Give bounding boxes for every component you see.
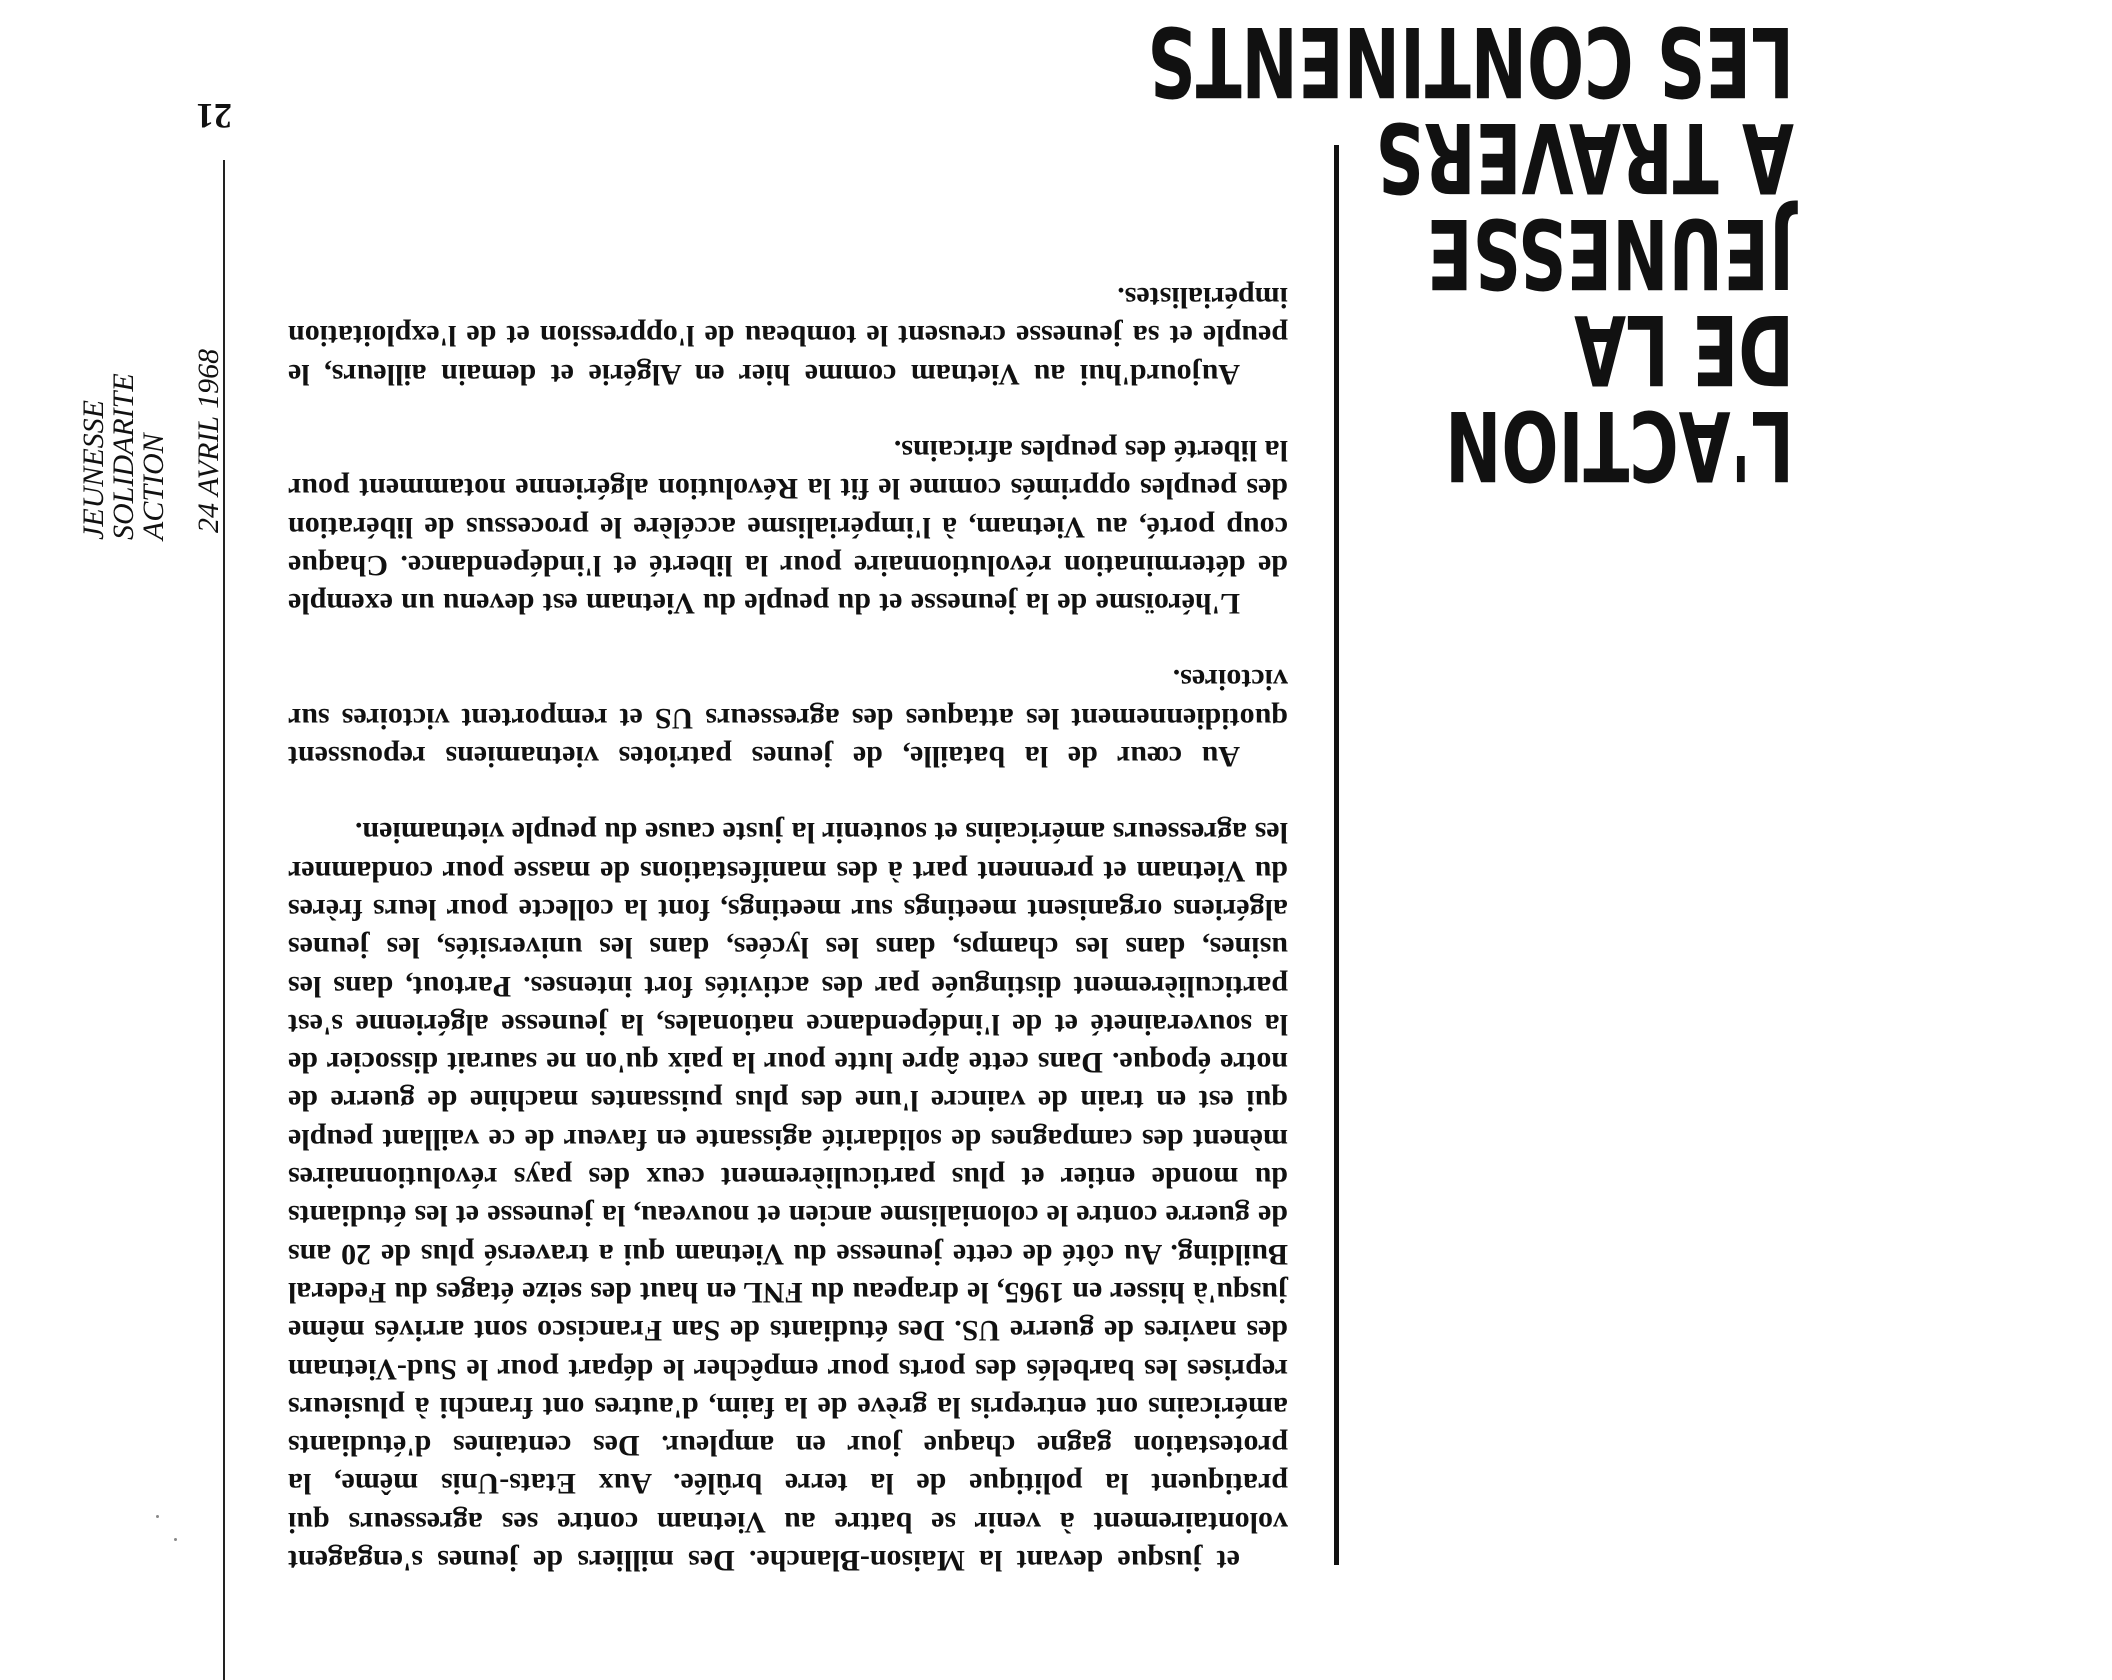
article-body bbox=[288, 278, 1288, 1579]
publication-line-3: ACTION bbox=[137, 433, 170, 540]
headline bbox=[1147, 5, 1794, 501]
article-paragraph: L'héroïsme de la jeunesse et du peuple du Vietnam est devenu un exemple de détermination révolutionnaire pour la liberté et l'indépendance. Chaque coup porté, au Vietnam, à l'impérialisme accélère le processus de libération des peuples opprimés comme le fit la Révolution algérienne notamment pour la liberté des peuples africains. bbox=[288, 433, 1288, 621]
publication-line-1: JEUNESSE bbox=[77, 400, 110, 540]
scan-speck bbox=[156, 1515, 159, 1518]
headline-line-4: A TRAVERS bbox=[1375, 101, 1794, 213]
article-paragraph: et jusque devant la Maison-Blanche. Des milliers de jeunes s'engagent volontairement à venir se battre au Vietnam contre ses agresseurs qui pratiquent la politique de la terre brûlée. Aux Etats-Unis même, la protestation gagne chaque jour en ampleur. Des centaines d'étudiants américains ont entrepris la grève de la faim, d'autres ont franchi à plusieurs reprises les barbelés des ports pour empêcher le départ pour le Sud-Vietnam des navires de guerre US. Des étudiants de San Francisco sont arrivés même jusqu'à hisser en 1965, le drapeau du FNL en haut des seize étages du Federal Building. Au côté de cette jeunesse du Vietnam qui a traversé plus de 20 ans de guerre contre le colonialisme ancien et nouveau, la jeunesse et les étudiants du monde entier et plus particulièrement ceux des pays révolutionnaires mènent des campagnes de solidarité agissante en faveur de ce vaillant peuple qui est en train de vaincre l'une des plus puissantes machine de guerre de notre époque. Dans cette âpre lutte pour la paix qu'on ne saurait dissocier de la souveraineté et de l'indépendance nationales, la jeunesse algérienne s'est particulièrement distinguée par des activités fort intenses. Partout, dans les usines, dans les champs, dans les lycées, dans les universités, les jeunes algériens organisent meetings sur meetings, font la collecte pour leurs frères du Vietnam et prennent part à des manifestations de masse pour condamner les agresseurs américains et soutenir la juste cause du peuple vietnamien. bbox=[288, 816, 1288, 1577]
publication-name bbox=[79, 373, 169, 540]
headline-line-3: JEUNESSE bbox=[1426, 197, 1794, 309]
scan-speck bbox=[174, 1538, 177, 1541]
page-number: 21 bbox=[196, 96, 232, 136]
article-paragraph: Au cœur de la bataille, de jeunes patriotes vietnamiens repoussent quotidiennement les attaques des agresseurs US et remportent victoires sur victoires. bbox=[288, 663, 1288, 774]
publication-line-2: SOLIDARITE bbox=[107, 373, 140, 540]
headline-line-1: L'ACTION bbox=[1445, 389, 1794, 501]
issue-date: 24 AVRIL 1968 bbox=[192, 348, 225, 533]
column-divider-rule bbox=[1334, 145, 1339, 1565]
article-paragraph: Aujourd'hui au Vietnam comme hier en Algérie et demain ailleurs, le peuple et sa jeunesse creusent le tombeau de l'oppression et de l'exploitation impérialistes. bbox=[288, 281, 1288, 391]
headline-line-2: DE LA bbox=[1574, 293, 1794, 405]
headline-line-5: LES CONTINENTS bbox=[1147, 5, 1794, 117]
